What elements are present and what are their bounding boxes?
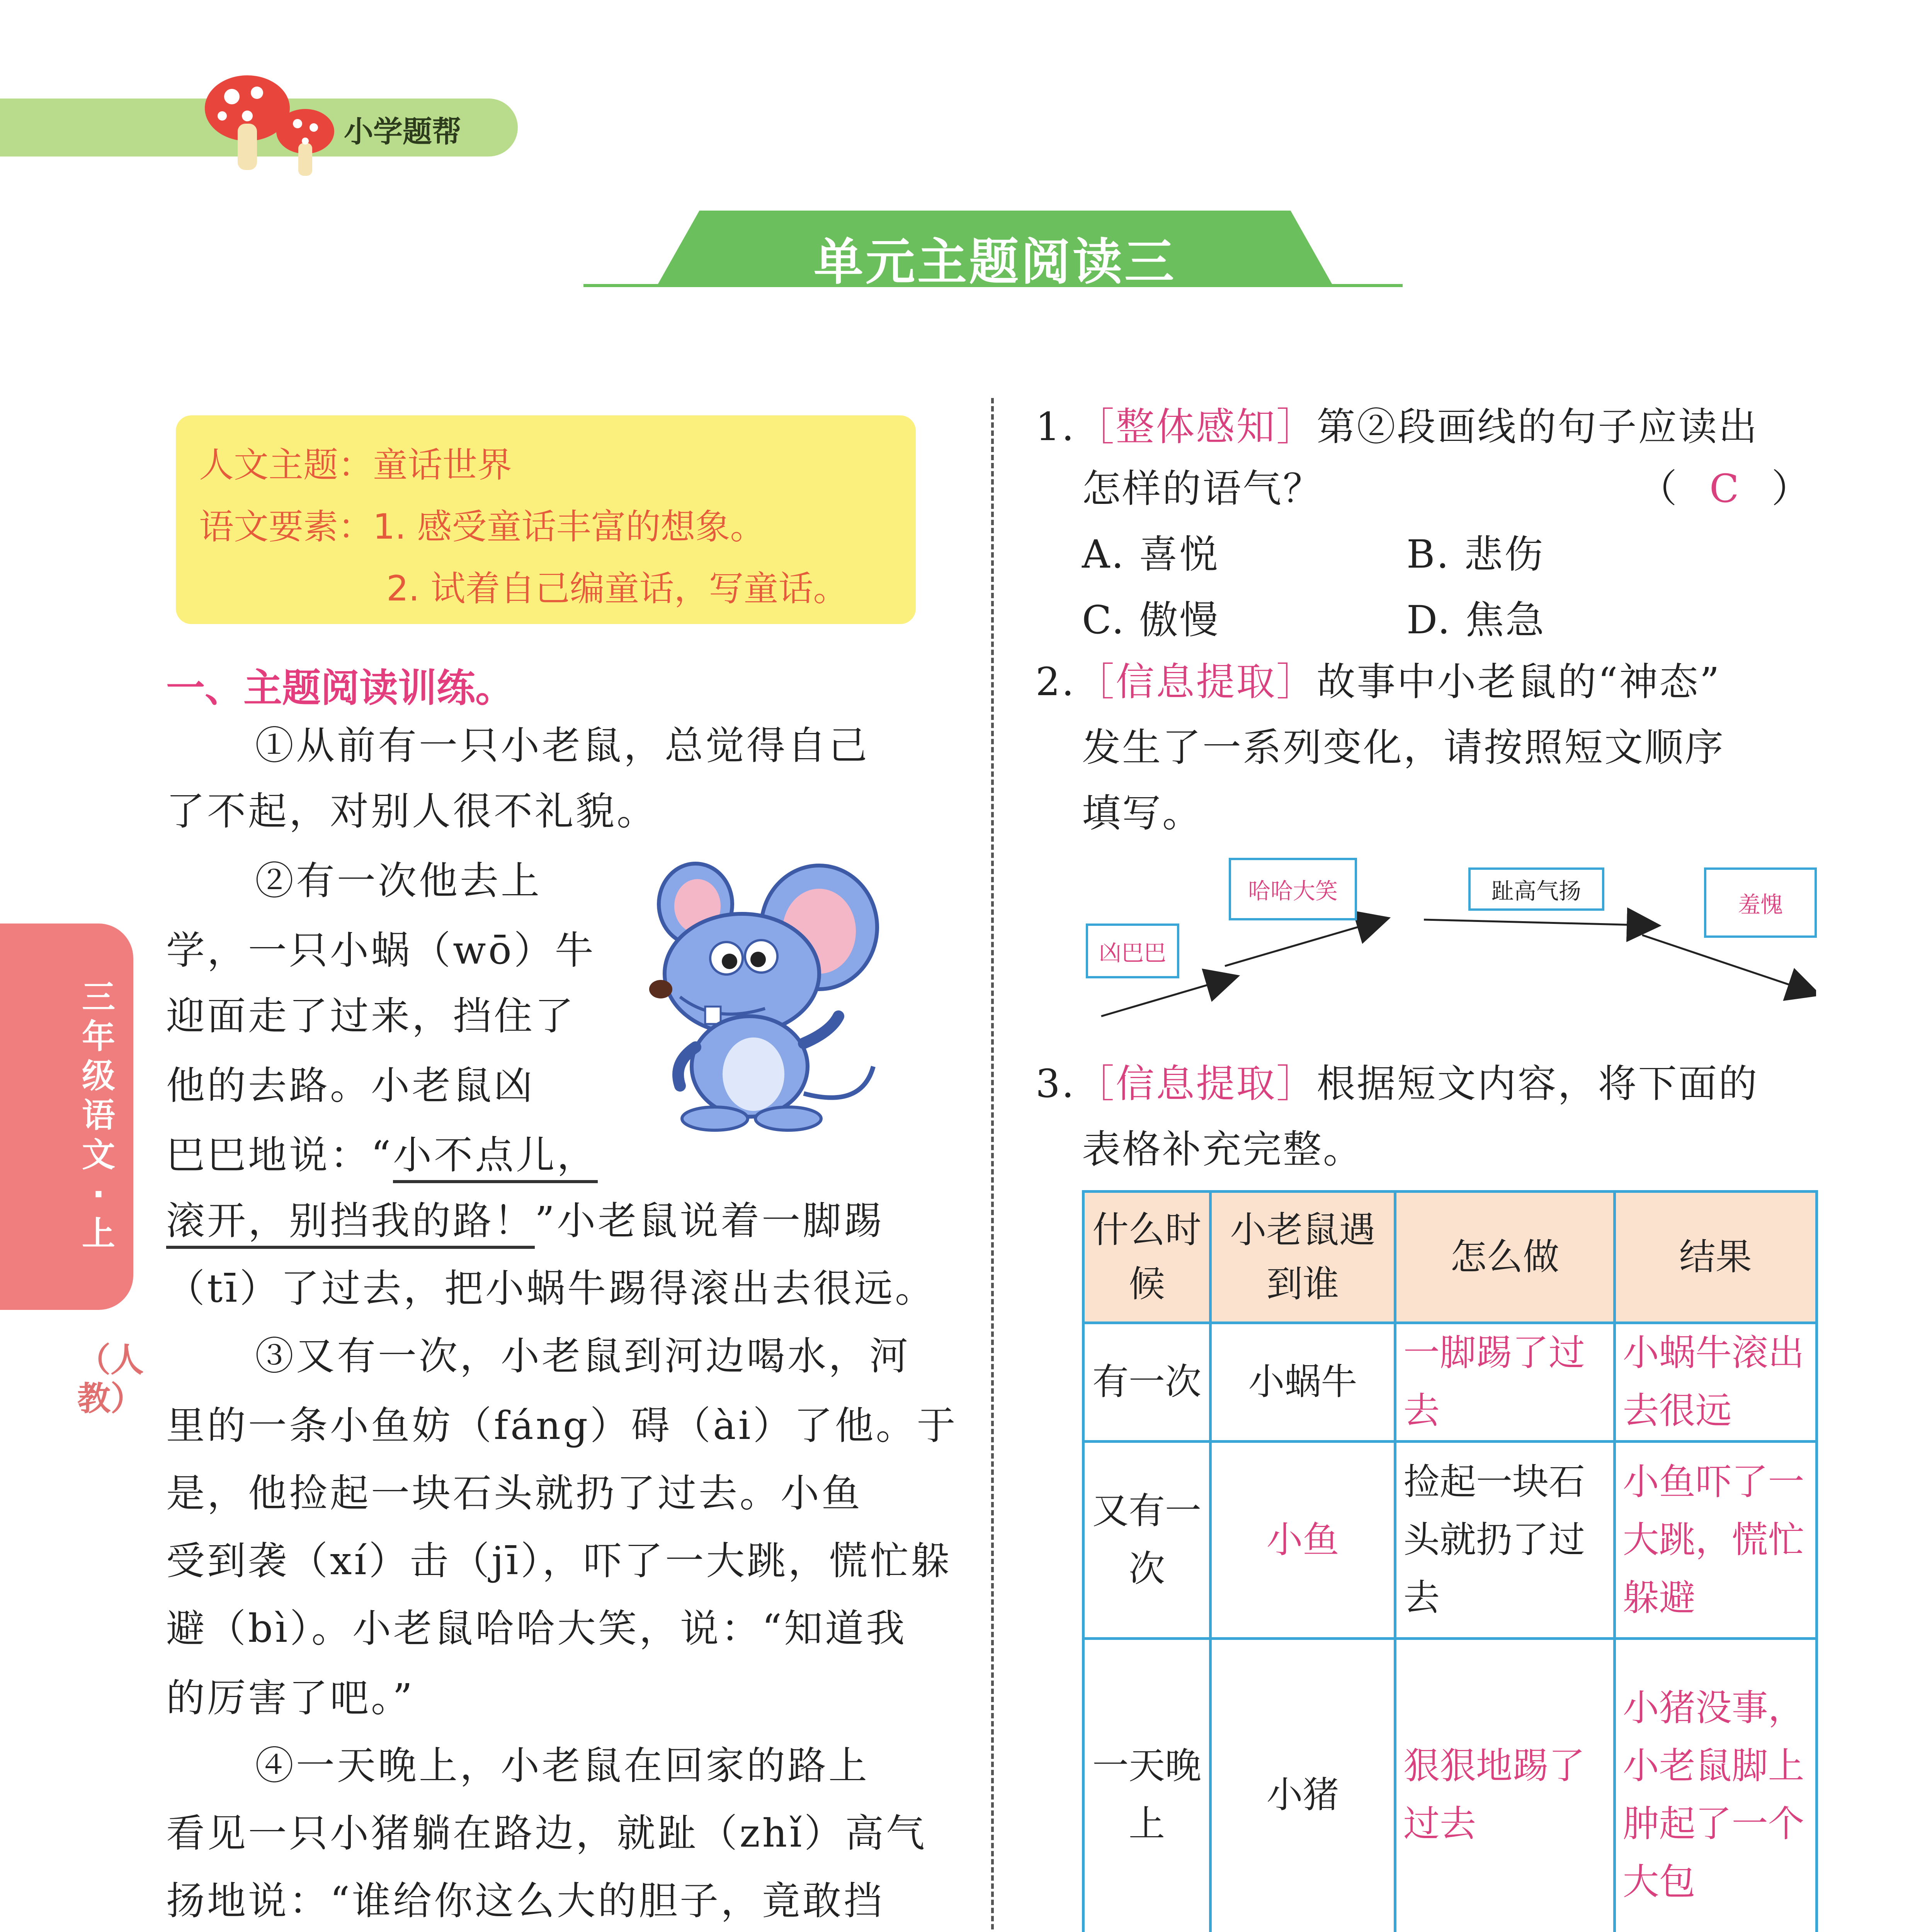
table-header: 小老鼠遇到谁 xyxy=(1210,1192,1395,1323)
passage-line: ①从前有一只小老鼠，总觉得自己 xyxy=(255,723,869,768)
q1-line-1 xyxy=(1036,404,1759,449)
q1-line-2: 怎样的语气？ xyxy=(1082,466,1323,511)
theme-line-3: 2. 试着自己编童话，写童话。 xyxy=(386,568,848,609)
passage-line: 里的一条小鱼妨（fáng）碍（ài）了他。于 xyxy=(166,1403,958,1448)
q1-answer-blank xyxy=(1638,466,1812,511)
q1-option-b: B. 悲伤 xyxy=(1406,532,1545,577)
q2-text: 故事中小老鼠的“神态” xyxy=(1316,659,1721,704)
info-table xyxy=(1082,1190,1818,1932)
column-divider xyxy=(991,398,994,1932)
q1-option-a: A. 喜悦 xyxy=(1082,532,1219,577)
paren-open: （ xyxy=(1638,466,1679,511)
table-row xyxy=(1083,1442,1817,1639)
passage-line: 的厉害了吧。” xyxy=(166,1675,415,1721)
passage-line: 受到袭（xí）击（jī），吓了一大跳，慌忙躲 xyxy=(166,1538,952,1583)
q1-tag: ［整体感知］ xyxy=(1075,404,1317,449)
passage-line: 避（bì）。小老鼠哈哈大笑，说：“知道我 xyxy=(166,1606,907,1651)
section-1-heading: 一、主题阅读训练。 xyxy=(166,665,514,711)
passage-text: 巴巴地说：“ xyxy=(166,1133,393,1178)
passage-line: 看见一只小猪躺在路边，就趾（zhǐ）高气 xyxy=(166,1811,927,1856)
table-header: 怎么做 xyxy=(1395,1192,1615,1323)
brand-name: 小学题帮 xyxy=(344,114,461,149)
table-header: 什么时候 xyxy=(1083,1192,1211,1323)
passage-line: 迎面走了过来，挡住了 xyxy=(166,993,576,1039)
flow-box-2: 哈哈大笑 xyxy=(1229,858,1357,920)
table-header: 结果 xyxy=(1614,1192,1816,1323)
table-cell: 又有一次 xyxy=(1083,1442,1211,1639)
table-answer-cell: 小猪没事，小老鼠脚上肿起了一个大包 xyxy=(1614,1639,1816,1932)
passage-line: 学，一只小蜗（wō）牛 xyxy=(166,928,596,973)
table-cell: 小蜗牛 xyxy=(1210,1323,1395,1442)
q1-option-d: D. 焦急 xyxy=(1406,597,1546,643)
passage-line: ③又有一次，小老鼠到河边喝水，河 xyxy=(255,1333,910,1379)
q2-line-1 xyxy=(1036,659,1721,704)
q2-line-2: 发生了一系列变化，请按照短文顺序 xyxy=(1082,725,1725,770)
mouse-illustration xyxy=(638,862,889,1132)
side-tab-edition: （人教） xyxy=(77,1341,144,1418)
passage-line: （tī）了过去，把小蜗牛踢得滚出去很远。 xyxy=(166,1266,936,1311)
table-cell: 有一次 xyxy=(1083,1323,1211,1442)
q3-tag: ［信息提取］ xyxy=(1075,1061,1317,1106)
q1-number: 1. xyxy=(1036,404,1076,449)
q3-number: 3. xyxy=(1036,1061,1076,1106)
q3-text: 根据短文内容，将下面的 xyxy=(1316,1061,1759,1106)
q2-line-3: 填写。 xyxy=(1082,791,1202,836)
passage-line: ④一天晚上，小老鼠在回家的路上 xyxy=(255,1743,869,1788)
passage-line xyxy=(166,1198,885,1243)
table-row xyxy=(1083,1639,1817,1932)
q1-answer: C xyxy=(1709,466,1741,511)
theme-line-2: 语文要素：1. 感受童话丰富的想象。 xyxy=(199,507,765,547)
table-answer-cell: 狠狠地踢了过去 xyxy=(1395,1639,1615,1932)
q1-text: 第②段画线的句子应读出 xyxy=(1316,404,1759,449)
flow-box-3: 趾高气扬 xyxy=(1468,867,1604,911)
q2-number: 2. xyxy=(1036,659,1076,704)
underlined-sentence: 小不点儿， xyxy=(393,1133,598,1183)
passage-line: 是，他捡起一块石头就扔了过去。小鱼 xyxy=(166,1471,862,1516)
flow-box-4: 羞愧 xyxy=(1704,867,1817,938)
table-cell: 一天晚上 xyxy=(1083,1639,1211,1932)
table-cell: 小猪 xyxy=(1210,1639,1395,1932)
q1-option-c: C. 傲慢 xyxy=(1082,597,1220,643)
mushroom-icon xyxy=(201,66,348,182)
table-row xyxy=(1083,1323,1817,1442)
q2-tag: ［信息提取］ xyxy=(1075,659,1317,704)
flow-box-1: 凶巴巴 xyxy=(1086,923,1179,978)
table-answer-cell: 小蜗牛滚出去很远 xyxy=(1614,1323,1816,1442)
table-answer-cell: 一脚踢了过去 xyxy=(1395,1323,1615,1442)
passage-text: ”小老鼠说着一脚踢 xyxy=(535,1198,885,1243)
side-tab-label: 三年级语文·上 xyxy=(82,978,115,1253)
theme-line-1: 人文主题：童话世界 xyxy=(199,445,512,485)
passage-line: ②有一次他去上 xyxy=(255,858,542,903)
paren-close: ） xyxy=(1771,466,1812,511)
passage-line: 扬地说：“谁给你这么大的胆子，竟敢挡 xyxy=(166,1878,885,1923)
passage-line: 他的去路。小老鼠凶 xyxy=(166,1063,535,1108)
q3-line-1 xyxy=(1036,1061,1759,1106)
passage-line: 了不起，对别人很不礼貌。 xyxy=(166,789,658,834)
q3-line-2: 表格补充完整。 xyxy=(1082,1127,1363,1172)
table-answer-cell: 小鱼 xyxy=(1210,1442,1395,1639)
page-title: 单元主题阅读三 xyxy=(813,233,1176,291)
table-cell: 捡起一块石头就扔了过去 xyxy=(1395,1442,1615,1639)
table-answer-cell: 小鱼吓了一大跳，慌忙躲避 xyxy=(1614,1442,1816,1639)
table-header-row xyxy=(1083,1192,1817,1323)
underlined-sentence: 滚开，别挡我的路！ xyxy=(166,1198,535,1249)
passage-line xyxy=(166,1133,598,1178)
